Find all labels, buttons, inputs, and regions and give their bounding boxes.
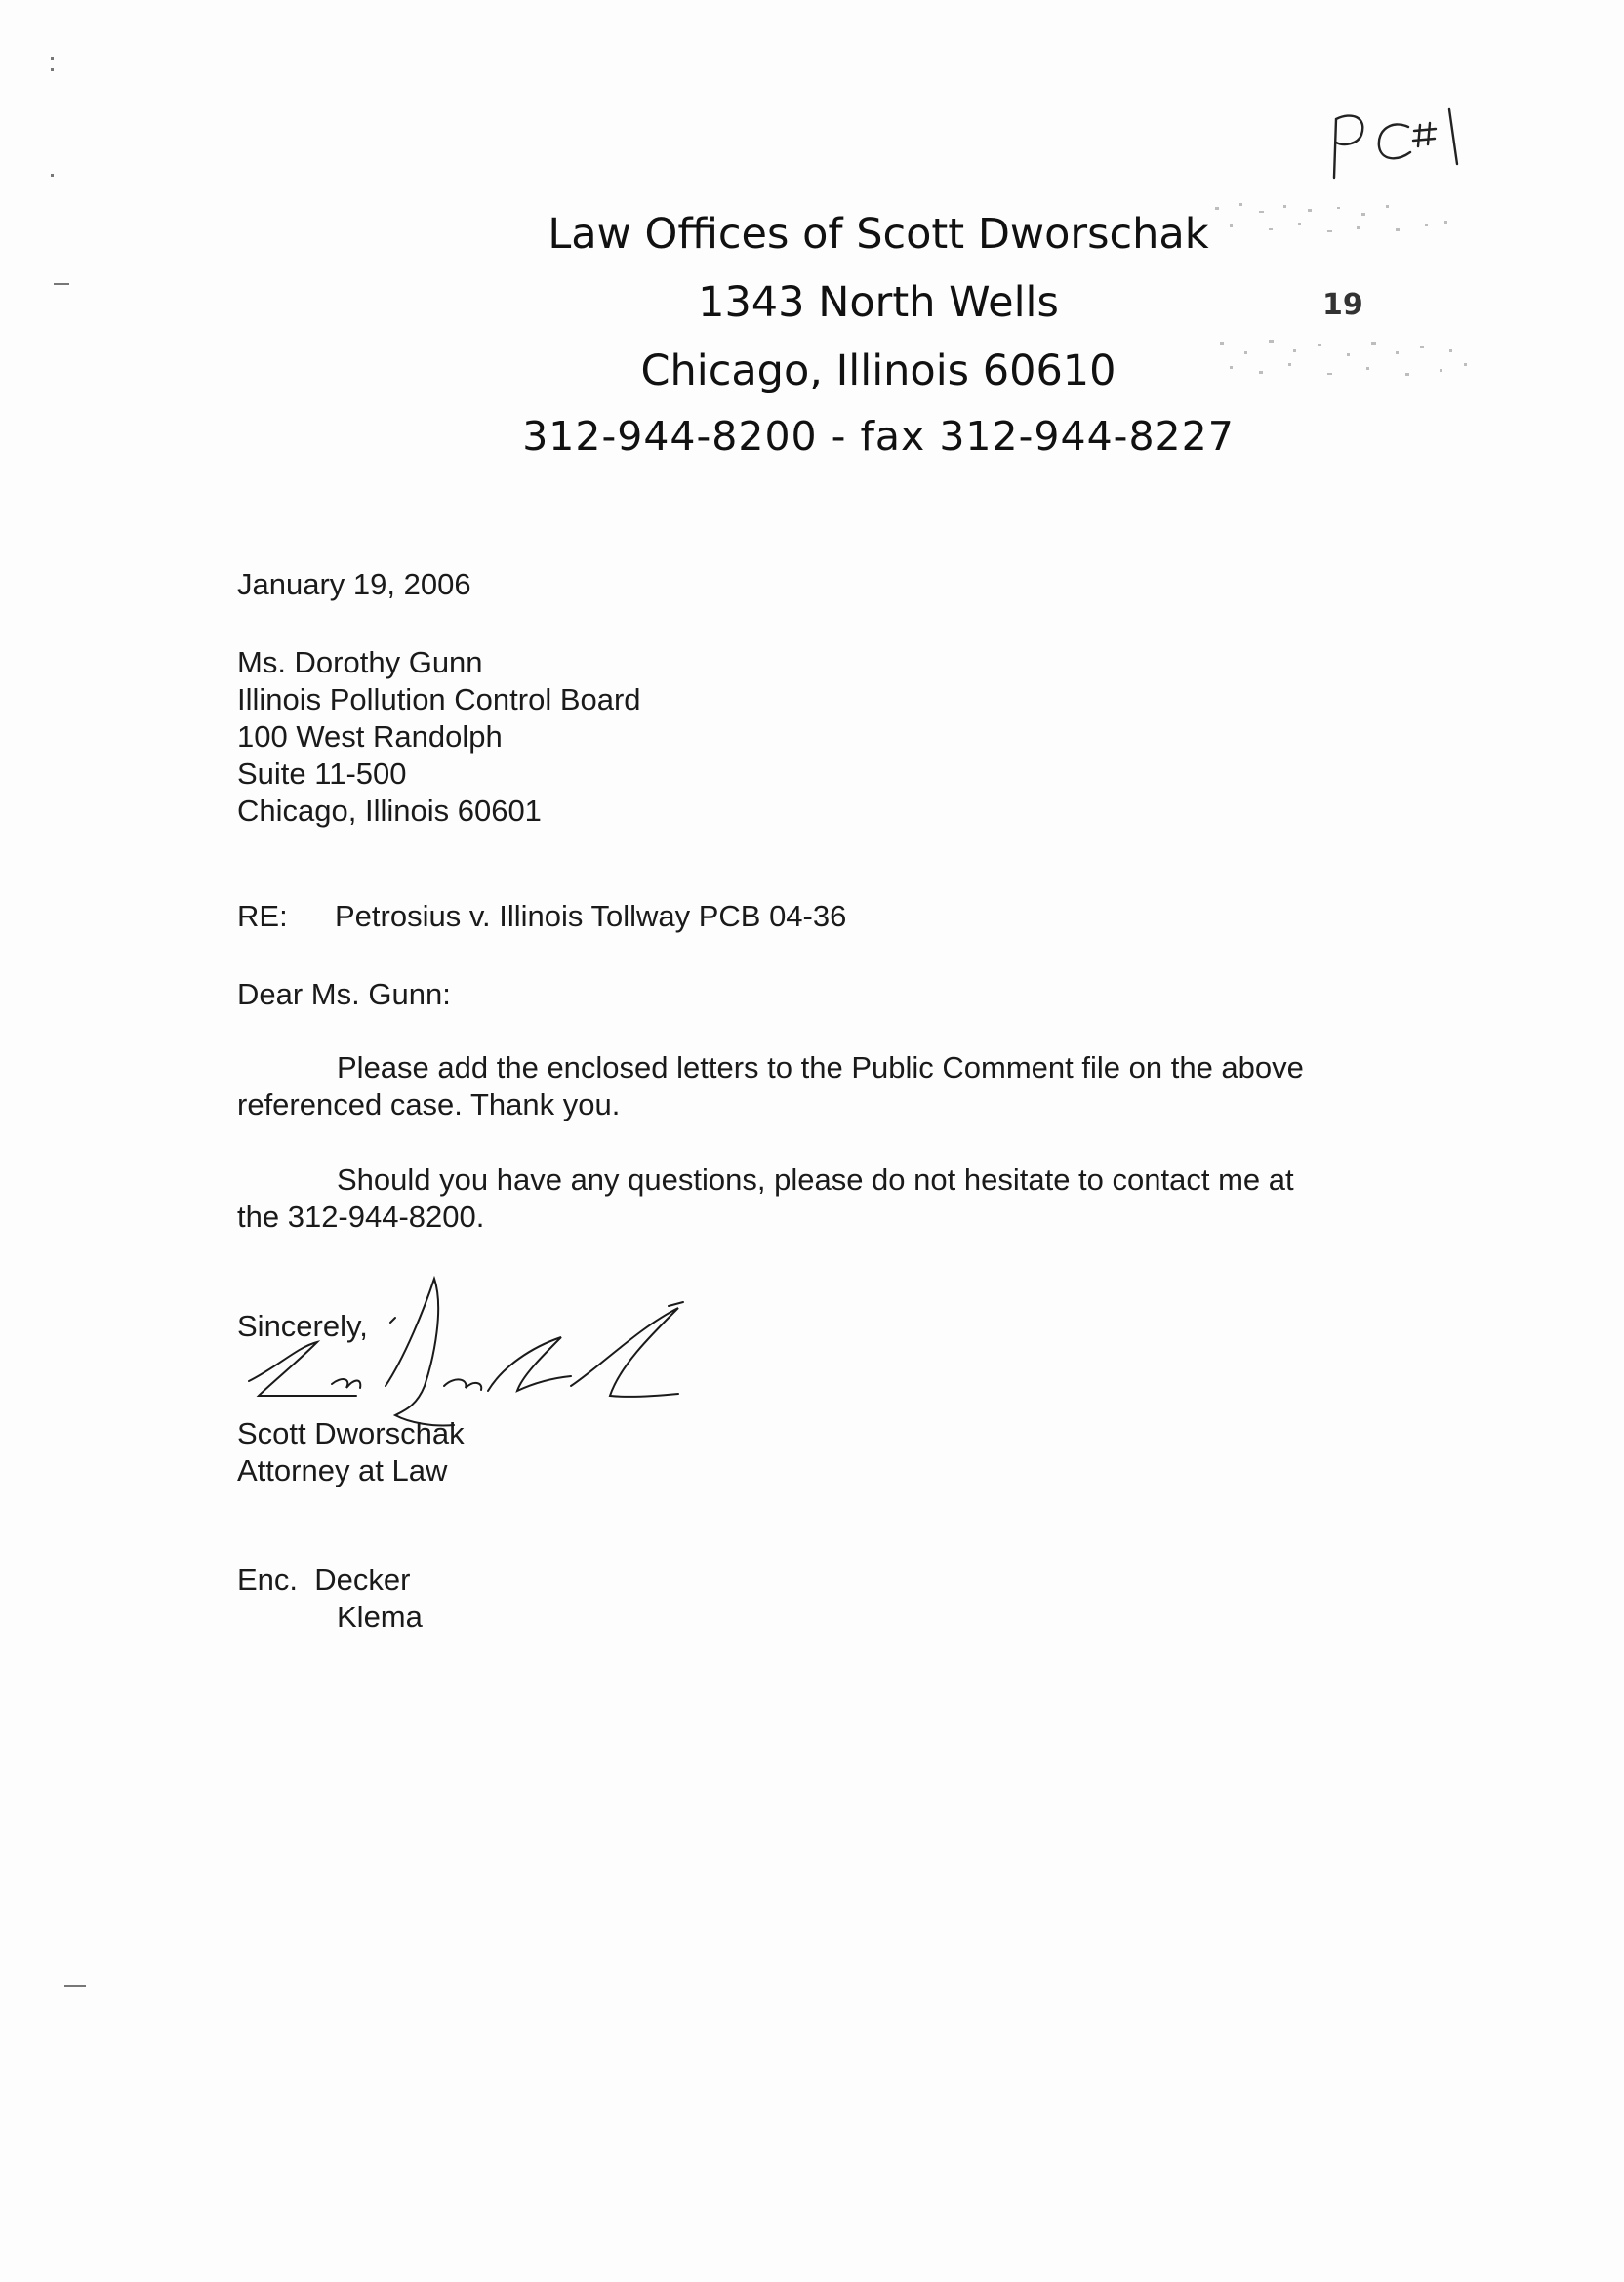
signer-name: Scott Dworschak [237,1416,465,1450]
enclosure-item: Decker [314,1563,411,1597]
recipient-address [237,644,641,830]
letterhead [390,200,1366,468]
stamp-number: 19 [1322,288,1363,322]
recipient-line: Chicago, Illinois 60601 [237,794,542,828]
salutation: Dear Ms. Gunn: [237,977,451,1011]
paragraph-2-line-1: Should you have any questions, please do not hesitate to contact me at [337,1162,1294,1197]
closing: Sincerely, [237,1309,368,1343]
firm-street: 1343 North Wells [698,278,1059,327]
margin-speck [64,1985,86,1987]
margin-speck [51,57,54,60]
paragraph-1-line-1: Please add the enclosed letters to the Public Comment file on the above [337,1050,1304,1084]
signer-title: Attorney at Law [237,1453,448,1487]
subject-text: Petrosius v. Illinois Tollway PCB 04-36 [335,899,847,933]
paragraph-2 [237,1161,1408,1236]
firm-city: Chicago, Illinois 60610 [640,346,1116,395]
paragraph-2-line-2: the 312-944-8200. [237,1200,485,1234]
enclosure-label: Enc. [237,1563,299,1597]
firm-phone-fax: 312-944-8200 - fax 312-944-8227 [522,413,1235,460]
margin-speck [51,68,54,71]
margin-speck [51,174,54,177]
enclosures [237,1562,423,1636]
recipient-line: Illinois Pollution Control Board [237,682,641,716]
subject-label: RE: [237,899,288,933]
paragraph-1-line-2: referenced case. Thank you. [237,1087,621,1121]
handwritten-pc-mark [1322,98,1498,185]
subject-line [237,898,846,935]
firm-name: Law Offices of Scott Dworschak [548,210,1209,259]
handwritten-signature [239,1269,766,1445]
recipient-line: Suite 11-500 [237,756,407,791]
enclosure-item: Klema [337,1600,423,1634]
paragraph-1 [237,1049,1408,1123]
letter-date: January 19, 2006 [237,567,471,601]
recipient-line: Ms. Dorothy Gunn [237,645,483,679]
recipient-line: 100 West Randolph [237,719,503,754]
margin-speck [54,283,69,285]
